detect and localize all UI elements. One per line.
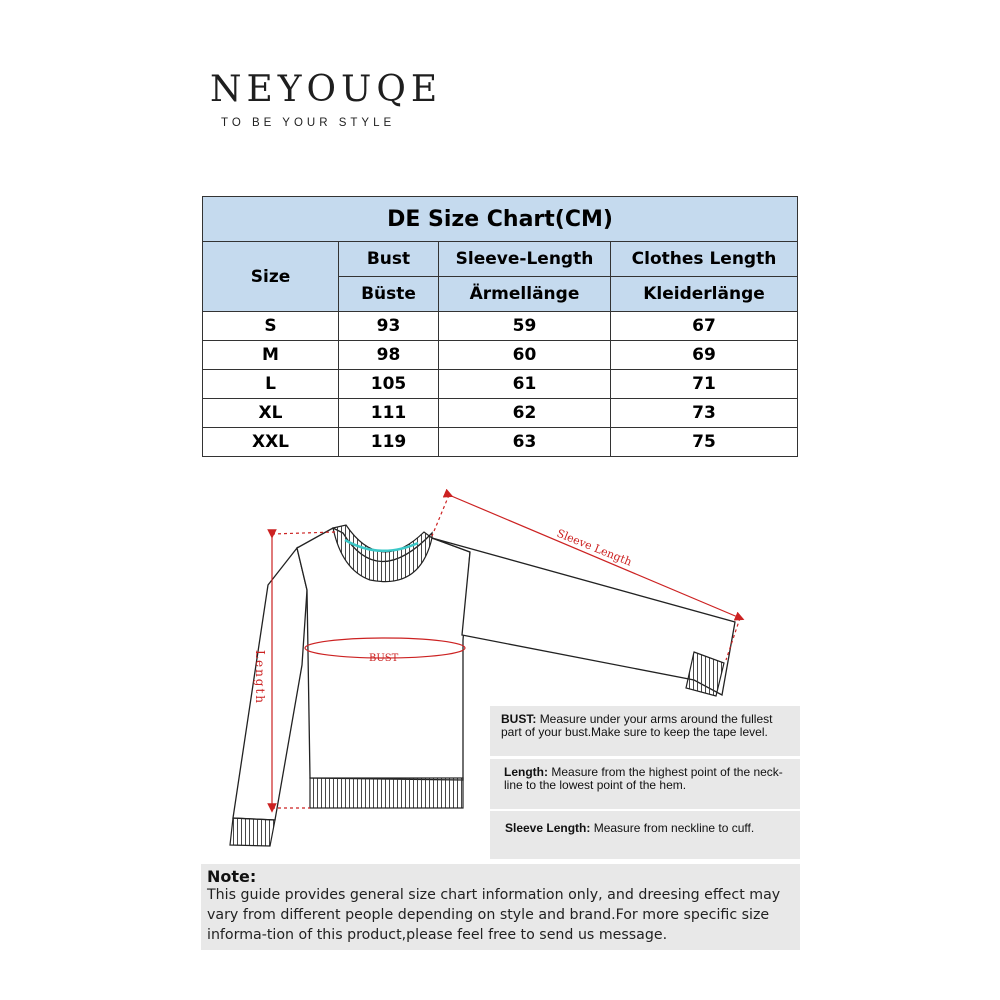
note-box — [201, 864, 800, 950]
left-sleeve — [233, 548, 307, 820]
cell-length: 71 — [611, 370, 798, 399]
cell-sleeve: 62 — [439, 399, 611, 428]
cell-bust: 93 — [339, 312, 439, 341]
cell-size: M — [203, 341, 339, 370]
note-text: This guide provides general size chart information only, and dreesing effect may vary from different people depending on style and brand.For more specific size informa-tion of this product,please feel free to send us message. — [207, 887, 781, 943]
header-bust: Bust — [339, 242, 439, 277]
sleeve-term: Sleeve Length: — [505, 821, 591, 835]
header-size: Size — [203, 242, 339, 312]
cell-bust: 105 — [339, 370, 439, 399]
cell-sleeve: 61 — [439, 370, 611, 399]
brand-tagline: TO BE YOUR STYLE — [221, 117, 396, 129]
cell-sleeve: 60 — [439, 341, 611, 370]
header-sleeve-length: Sleeve-Length — [439, 242, 611, 277]
cell-size: S — [203, 312, 339, 341]
note-title: Note: — [207, 867, 257, 886]
header-clothes-length: Clothes Length — [611, 242, 798, 277]
cell-sleeve: 59 — [439, 312, 611, 341]
brand-name: NEYOUQE — [210, 69, 443, 110]
sleeve-instruction — [490, 811, 800, 859]
cell-size: XXL — [203, 428, 339, 457]
left-cuff — [230, 818, 275, 846]
cell-length: 75 — [611, 428, 798, 457]
bust-instruction — [490, 706, 800, 756]
bust-term: BUST: — [501, 712, 537, 726]
bust-label: BUST — [369, 653, 399, 664]
size-chart-title: DE Size Chart(CM) — [203, 197, 798, 242]
sleeve-guide-top — [432, 495, 449, 536]
header-armellange: Ärmellänge — [439, 277, 611, 312]
cell-size: L — [203, 370, 339, 399]
length-text: Measure from the highest point of the neck-line to the lowest point of the hem. — [504, 765, 783, 792]
cell-bust: 111 — [339, 399, 439, 428]
cell-length: 73 — [611, 399, 798, 428]
hem-ribbing — [310, 778, 463, 808]
header-buste: Büste — [339, 277, 439, 312]
cell-length: 67 — [611, 312, 798, 341]
length-label: Length — [253, 650, 267, 706]
sleeve-length-label: Sleeve Length — [554, 526, 634, 569]
header-kleiderlange: Kleiderlänge — [611, 277, 798, 312]
cell-size: XL — [203, 399, 339, 428]
sleeve-text: Measure from neckline to cuff. — [593, 821, 755, 835]
length-instruction — [490, 759, 800, 809]
cell-length: 69 — [611, 341, 798, 370]
cell-bust: 119 — [339, 428, 439, 457]
cell-sleeve: 63 — [439, 428, 611, 457]
length-term: Length: — [504, 765, 548, 779]
cell-bust: 98 — [339, 341, 439, 370]
bust-text: Measure under your arms around the fullest part of your bust.Make sure to keep the tape level. — [501, 712, 773, 739]
